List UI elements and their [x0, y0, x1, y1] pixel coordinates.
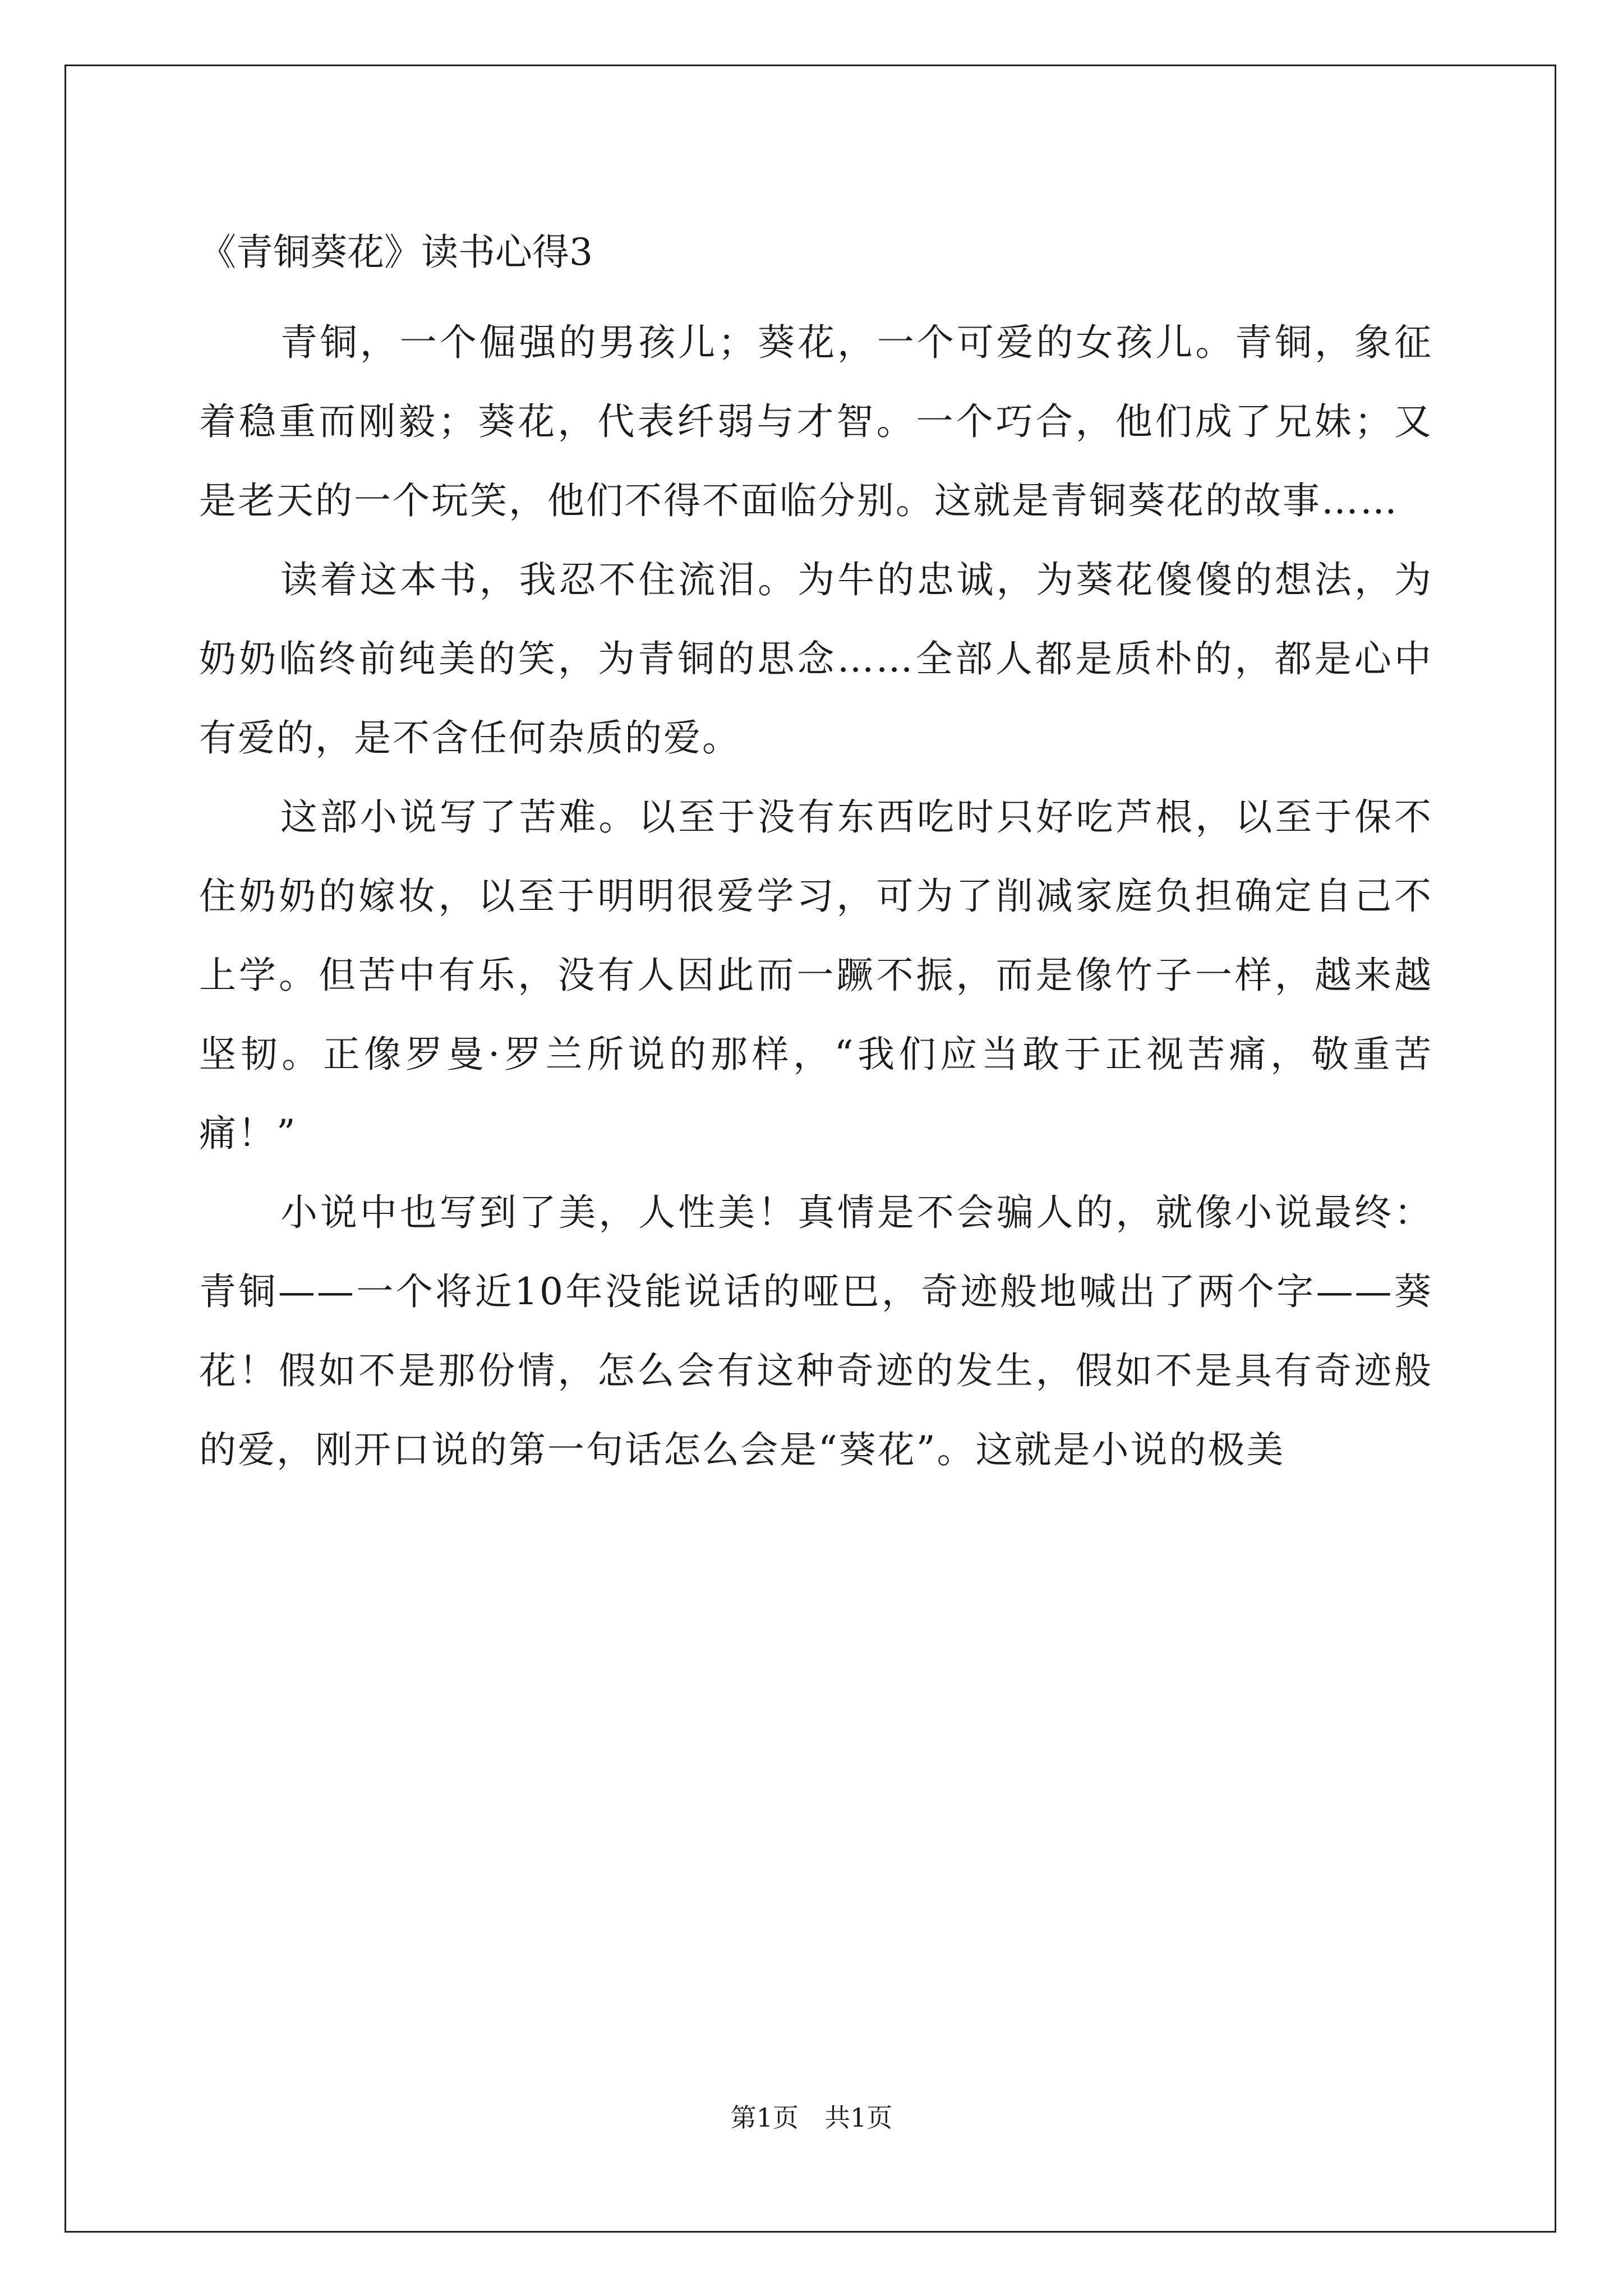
page-number-footer: 第1页 共1页: [730, 2102, 893, 2133]
paragraph-1: 青铜，一个倔强的男孩儿；葵花，一个可爱的女孩儿。青铜，象征着稳重而刚毅；葵花，代表纤弱与才智。一个巧合，他们成了兄妹；又是老天的一个玩笑，他们不得不面临分别。这就是青铜葵花的故事……: [199, 321, 1433, 522]
paragraph-4: 小说中也写到了美，人性美！真情是不会骗人的，就像小说最终：青铜——一个将近10年没能说话的哑巴，奇迹般地喊出了两个字——葵花！假如不是那份情，怎么会有这种奇迹的发生，假如不是具有奇迹般的爱，刚开口说的第一句话怎么会是“葵花”。这就是小说的极美: [199, 1191, 1433, 1471]
paragraph-2: 读着这本书，我忍不住流泪。为牛的忠诚，为葵花傻傻的想法，为奶奶临终前纯美的笑，为青铜的思念……全部人都是质朴的，都是心中有爱的，是不含任何杂质的爱。: [199, 558, 1433, 760]
document-body: [199, 219, 1433, 1489]
document-title: 《青铜葵花》读书心得3: [199, 231, 593, 274]
paragraph-3: 这部小说写了苦难。以至于没有东西吃时只好吃芦根，以至于保不住奶奶的嫁妆，以至于明明很爱学习，可为了削减家庭负担确定自己不上学。但苦中有乐，没有人因此而一蹶不振，而是像竹子一样，越来越坚韧。正像罗曼·罗兰所说的那样，“我们应当敢于正视苦痛，敬重苦痛！”: [199, 795, 1433, 1155]
